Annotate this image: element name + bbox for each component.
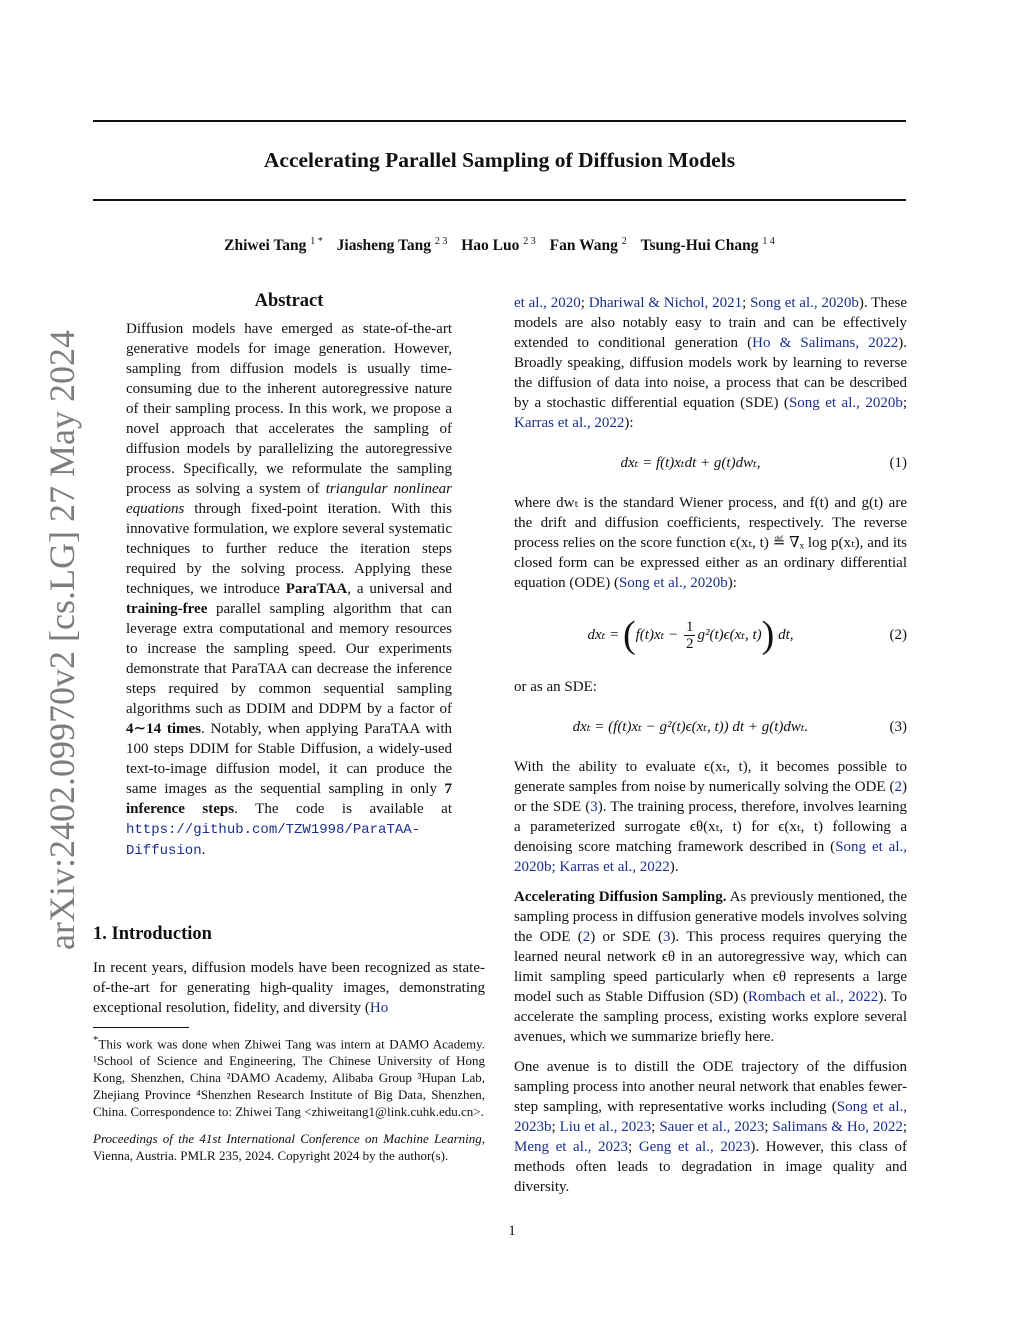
arxiv-identifier: arXiv:2402.09970v2 [cs.LG] 27 May 2024 [42,330,82,950]
equation-reference-link[interactable]: 3 [662,929,671,945]
equation-3 [514,707,907,747]
abstract-section [126,291,452,871]
abstract-text: Diffusion models have emerged as state-of-the-art generative models for image generation. However, sampling from diffusion models is usually time-consuming due to the inherent autoregressive nature of their sampling process. In this work, we propose a novel approach that accelerates the sampling of diffusion models by parallelizing the autoregressive process. Specifically, we reformulate the sampling process as solving a system of triangular nonlinear equations through fixed-point iteration. With this innovative formulation, we explore several systematic techniques to further reduce the iteration steps required by the solving process. Applying these techniques, we introduce ParaTAA, a universal and training-free parallel sampling algorithm that can leverage extra computational and memory resources to increase the sampling speed. Our experiments demonstrate that ParaTAA can decrease the inference steps required by common sequential sampling algorithms such as DDIM and DDPM by a factor of 4∼14 times. Notably, when applying ParaTAA with 100 steps DDIM for Stable Diffusion, a widely-used text-to-image diffusion model, it can produce the same images as the sequential sampling in only 7 inference steps. The code is available at https://github.com/TZW1998/ParaTAA-Diffusion. [126,321,452,859]
title-rule-bottom [93,199,906,201]
author: Tsung-Hui Chang $^{1 4}$ [640,236,775,255]
citation-link[interactable]: Sauer et al., 2023 [659,1119,765,1135]
right-column [514,293,907,1207]
introduction-heading: 1. Introduction [93,924,212,944]
equation-number: (3) [889,719,907,735]
paragraph: With the ability to evaluate ϵ(xₜ, t), it becomes possible to generate samples from noise by numerically solving the ODE (2) or the SDE (3). The training process, therefore, involves learning a parameterized surrogate ϵθ(xₜ, t) for ϵ(xₜ, t) following a denoising score matching framework described in (Song et al., 2020b; Karras et al., 2022). [514,759,908,875]
paper-title: Accelerating Parallel Sampling of Diffusion Models [263,148,736,172]
paragraph: Accelerating Diffusion Sampling. As previously mentioned, the sampling process in diffusion generative models involves solving the ODE (2) or SDE (3). This process requires querying the learned neural network ϵθ in an autoregressive way, which can limit sampling speed particularly when ϵθ represents a large model such as Stable Diffusion (SD) (Rombach et al., 2022). To accelerate the sampling process, existing works explore several avenues, which we summarize briefly here. [514,889,907,1045]
citation-link[interactable]: et al., 2020 [514,295,581,311]
proceedings-footnote: Proceedings of the 41st International Conference on Machine Learning, Vienna, Austria. PMLR 235, 2024. Copyright 2024 by the author(s). [93,1131,485,1164]
affiliation-footnote: *This work was done when Zhiwei Tang was intern at DAMO Academy. ¹School of Science and Engineering, The Chinese University of Hong Kong, Shenzhen, China ²DAMO Academy, Alibaba Group ³Hupan Lab, Zhejiang Province ⁴Shenzhen Research Institute of Big Data, Shenzhen, China. Correspondence to: Zhiwei Tang <zhiweitang1@link.cuhk.edu.cn>. [93,1034,485,1120]
equation-reference-link[interactable]: 2 [894,779,902,795]
fraction: $\frac{1}{2}$ [685,618,694,652]
footnotes [93,1032,485,1174]
page-number: 1 [508,1223,516,1239]
citation-link[interactable]: Meng et al., 2023 [514,1139,629,1155]
title-rule-top [93,120,906,122]
equation-number: (2) [889,627,907,643]
citation-link[interactable]: Geng et al., 2023 [638,1139,751,1155]
citation-link[interactable]: Ho & Salimans, 2022 [752,335,899,351]
equation-number: (1) [889,455,907,471]
citation-link[interactable]: Song et al., 2020b [750,295,859,311]
paragraph-heading: Accelerating Diffusion Sampling. [514,889,727,905]
abstract-heading: Abstract [254,291,324,311]
equation-body: dxₜ = (f(t)xₜ − g²(t)ϵ(xₜ, t)) dt + g(t)dwₜ. [572,719,809,735]
equation-reference-link[interactable]: 2 [582,929,591,945]
equation-reference-link[interactable]: 3 [590,799,598,815]
introduction-section [93,958,485,1028]
author: Fan Wang $^2$ [549,236,627,255]
equation-body: dxₜ = f(t)xₜdt + g(t)dwₜ, [620,455,761,471]
equation-2 [514,603,907,667]
paragraph: where dwₜ is the standard Wiener process, and f(t) and g(t) are the drift and diffusion coefficients, respectively. The reverse process relies on the score function ϵ(xₜ, t) ≝ ∇ₓ log p(xₜ), and its closed form can be expressed either as an ordinary differential equation (ODE) (Song et al., 2020b): [514,495,907,591]
paragraph: et al., 2020; Dhariwal & Nichol, 2021; Song et al., 2020b). These models are also notably easy to train and can be effectively extended to conditional generation (Ho & Salimans, 2022). Broadly speaking, diffusion models work by learning to reverse the diffusion of data into noise, a process that can be described by a stochastic differential equation (SDE) (Song et al., 2020b; Karras et al., 2022): [514,295,908,431]
footnote-divider [93,1027,189,1028]
citation-link[interactable]: Song et al., 2020b; Karras et al., 2022 [514,839,907,875]
citation-link[interactable]: Ho [369,1000,389,1016]
author: Zhiwei Tang $^{1 *}$ [224,236,323,255]
citation-link[interactable]: Dhariwal & Nichol, 2021 [588,295,743,311]
citation-link[interactable]: Song et al., 2020b [788,395,903,411]
citation-link[interactable]: Rombach et al., 2022 [747,989,879,1005]
code-repository-link[interactable]: https://github.com/TZW1998/ParaTAA-Diffusion [126,822,421,859]
citation-link[interactable]: Salimans & Ho, 2022 [772,1119,903,1135]
paragraph: or as an SDE: [514,679,597,695]
equation-body: dxₜ = ( f(t)xₜ − $\frac{1}{2}$ g²(t)ϵ(xₜ, t) ) dt, [587,614,794,656]
author-list [93,236,906,255]
paragraph: One avenue is to distill the ODE trajectory of the diffusion sampling process into another neural network that enables fewer-step sampling, with representative works including (Song et al., 2023b; Liu et al., 2023; Sauer et al., 2023; Salimans & Ho, 2022; Meng et al., 2023; Geng et al., 2023). However, this class of methods often leads to degradation in image quality and diversity. [514,1059,908,1195]
author: Hao Luo $^{2 3}$ [461,236,536,255]
citation-link[interactable]: Song et al., 2020b [618,575,728,591]
author: Jiasheng Tang $^{2 3}$ [336,236,448,255]
citation-link[interactable]: Song et al., 2023b [514,1099,907,1135]
equation-1 [514,443,907,483]
citation-link[interactable]: Karras et al., 2022 [514,415,625,431]
introduction-paragraph: In recent years, diffusion models have been recognized as state-of-the-art for generating high-quality images, demonstrating exceptional resolution, fidelity, and diversity (Ho [93,960,485,1016]
citation-link[interactable]: Liu et al., 2023 [559,1119,652,1135]
